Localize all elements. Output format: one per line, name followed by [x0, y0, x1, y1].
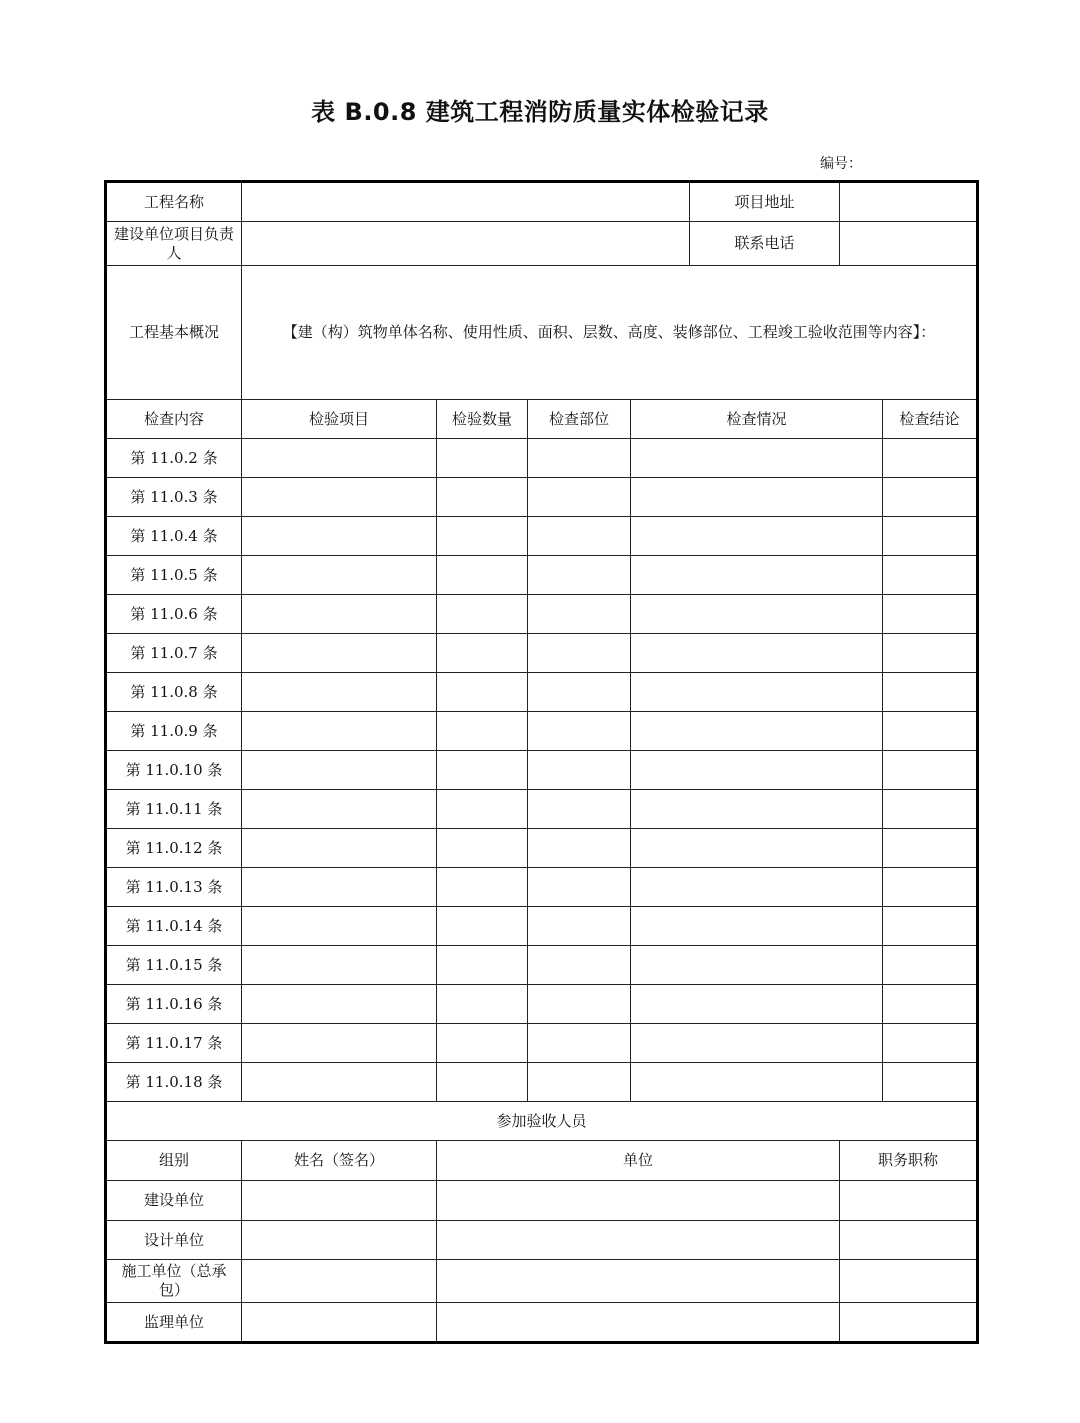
inspection-location-field[interactable] — [528, 829, 631, 868]
inspection-quantity-field[interactable] — [437, 985, 528, 1024]
inspection-row — [106, 985, 978, 1024]
inspection-clause-label: 第 11.0.15 条 — [106, 946, 242, 985]
personnel-group-label: 施工单位（总承包） — [106, 1260, 242, 1303]
inspection-status-field[interactable] — [631, 517, 883, 556]
inspection-row — [106, 517, 978, 556]
inspection-conclusion-field[interactable] — [883, 595, 978, 634]
inspection-quantity-field[interactable] — [437, 829, 528, 868]
inspection-status-field[interactable] — [631, 829, 883, 868]
inspection-row — [106, 946, 978, 985]
overview-prompt: 【建（构）筑物单体名称、使用性质、面积、层数、高度、装修部位、工程竣工验收范围等内容】： — [282, 323, 936, 341]
column-header: 单位 — [437, 1141, 840, 1181]
inspection-item-field[interactable] — [242, 673, 437, 712]
inspection-item-field[interactable] — [242, 439, 437, 478]
inspection-item-field[interactable] — [242, 907, 437, 946]
inspection-conclusion-field[interactable] — [883, 868, 978, 907]
inspection-quantity-field[interactable] — [437, 556, 528, 595]
personnel-name-field[interactable] — [242, 1303, 437, 1343]
inspection-status-field[interactable] — [631, 712, 883, 751]
overview-label: 工程基本概况 — [106, 266, 242, 400]
column-header: 检验项目 — [242, 400, 437, 439]
inspection-clause-label: 第 11.0.8 条 — [106, 673, 242, 712]
inspection-location-field[interactable] — [528, 517, 631, 556]
column-header: 检查内容 — [106, 400, 242, 439]
inspection-row — [106, 439, 978, 478]
personnel-unit-field[interactable] — [437, 1303, 840, 1343]
project-address-field[interactable] — [840, 182, 978, 222]
personnel-name-field[interactable] — [242, 1221, 437, 1260]
inspection-location-field[interactable] — [528, 868, 631, 907]
inspection-item-field[interactable] — [242, 556, 437, 595]
inspection-quantity-field[interactable] — [437, 868, 528, 907]
inspection-row — [106, 1063, 978, 1102]
personnel-section-label: 参加验收人员 — [106, 1102, 978, 1141]
inspection-location-field[interactable] — [528, 478, 631, 517]
personnel-unit-field[interactable] — [437, 1181, 840, 1221]
inspection-status-field[interactable] — [631, 868, 883, 907]
inspection-conclusion-field[interactable] — [883, 478, 978, 517]
inspection-item-field[interactable] — [242, 634, 437, 673]
inspection-status-field[interactable] — [631, 751, 883, 790]
inspection-clause-label: 第 11.0.7 条 — [106, 634, 242, 673]
inspection-conclusion-field[interactable] — [883, 1024, 978, 1063]
inspection-record-form — [104, 180, 979, 1344]
column-header: 检验数量 — [437, 400, 528, 439]
inspection-row — [106, 478, 978, 517]
owner-pm-field[interactable] — [242, 222, 690, 266]
inspection-clause-label: 第 11.0.6 条 — [106, 595, 242, 634]
inspection-status-field[interactable] — [631, 790, 883, 829]
inspection-row — [106, 712, 978, 751]
phone-label: 联系电话 — [690, 222, 840, 266]
inspection-location-field[interactable] — [528, 556, 631, 595]
personnel-group-label: 建设单位 — [106, 1181, 242, 1221]
page-title: 表 B.0.8 建筑工程消防质量实体检验记录 — [311, 98, 769, 126]
owner-pm-label: 建设单位项目负责人 — [106, 222, 242, 266]
inspection-location-field[interactable] — [528, 907, 631, 946]
inspection-item-field[interactable] — [242, 1024, 437, 1063]
phone-field[interactable] — [840, 222, 978, 266]
personnel-row — [106, 1260, 978, 1303]
column-header: 职务职称 — [840, 1141, 978, 1181]
inspection-row — [106, 634, 978, 673]
personnel-group-label: 设计单位 — [106, 1221, 242, 1260]
inspection-row — [106, 751, 978, 790]
column-header: 检查结论 — [883, 400, 978, 439]
inspection-location-field[interactable] — [528, 1024, 631, 1063]
project-address-label: 项目地址 — [690, 182, 840, 222]
inspection-clause-label: 第 11.0.14 条 — [106, 907, 242, 946]
overview-field[interactable] — [242, 266, 978, 400]
inspection-item-field[interactable] — [242, 985, 437, 1024]
inspection-quantity-field[interactable] — [437, 1024, 528, 1063]
inspection-conclusion-field[interactable] — [883, 673, 978, 712]
inspection-location-field[interactable] — [528, 985, 631, 1024]
personnel-name-field[interactable] — [242, 1260, 437, 1303]
inspection-clause-label: 第 11.0.3 条 — [106, 478, 242, 517]
inspection-clause-label: 第 11.0.13 条 — [106, 868, 242, 907]
personnel-group-label: 监理单位 — [106, 1303, 242, 1343]
inspection-item-field[interactable] — [242, 868, 437, 907]
personnel-unit-field[interactable] — [437, 1260, 840, 1303]
serial-number-label: 编号： — [820, 156, 862, 172]
inspection-conclusion-field[interactable] — [883, 790, 978, 829]
column-header: 姓名（签名） — [242, 1141, 437, 1181]
inspection-location-field[interactable] — [528, 634, 631, 673]
inspection-clause-label: 第 11.0.16 条 — [106, 985, 242, 1024]
column-header: 组别 — [106, 1141, 242, 1181]
inspection-status-field[interactable] — [631, 595, 883, 634]
inspection-clause-label: 第 11.0.11 条 — [106, 790, 242, 829]
inspection-quantity-field[interactable] — [437, 907, 528, 946]
inspection-status-field[interactable] — [631, 439, 883, 478]
inspection-conclusion-field[interactable] — [883, 1063, 978, 1102]
inspection-conclusion-field[interactable] — [883, 946, 978, 985]
column-header: 检查部位 — [528, 400, 631, 439]
personnel-row — [106, 1181, 978, 1221]
inspection-location-field[interactable] — [528, 790, 631, 829]
inspection-row — [106, 556, 978, 595]
inspection-status-field[interactable] — [631, 556, 883, 595]
inspection-status-field[interactable] — [631, 673, 883, 712]
inspection-quantity-field[interactable] — [437, 712, 528, 751]
inspection-location-field[interactable] — [528, 673, 631, 712]
inspection-row — [106, 595, 978, 634]
personnel-title-field[interactable] — [840, 1181, 978, 1221]
inspection-item-field[interactable] — [242, 478, 437, 517]
personnel-name-field[interactable] — [242, 1181, 437, 1221]
inspection-row — [106, 868, 978, 907]
inspection-status-field[interactable] — [631, 1063, 883, 1102]
inspection-quantity-field[interactable] — [437, 439, 528, 478]
inspection-item-field[interactable] — [242, 595, 437, 634]
inspection-row — [106, 1024, 978, 1063]
inspection-row — [106, 829, 978, 868]
personnel-title-field[interactable] — [840, 1303, 978, 1343]
inspection-item-field[interactable] — [242, 1063, 437, 1102]
column-header: 检查情况 — [631, 400, 883, 439]
inspection-location-field[interactable] — [528, 439, 631, 478]
inspection-conclusion-field[interactable] — [883, 985, 978, 1024]
inspection-conclusion-field[interactable] — [883, 556, 978, 595]
inspection-location-field[interactable] — [528, 1063, 631, 1102]
inspection-status-field[interactable] — [631, 946, 883, 985]
personnel-unit-field[interactable] — [437, 1221, 840, 1260]
inspection-header-row — [106, 400, 978, 439]
inspection-conclusion-field[interactable] — [883, 751, 978, 790]
inspection-conclusion-field[interactable] — [883, 517, 978, 556]
inspection-conclusion-field[interactable] — [883, 907, 978, 946]
inspection-location-field[interactable] — [528, 712, 631, 751]
project-name-label: 工程名称 — [106, 182, 242, 222]
inspection-item-field[interactable] — [242, 751, 437, 790]
inspection-item-field[interactable] — [242, 517, 437, 556]
inspection-item-field[interactable] — [242, 946, 437, 985]
personnel-row — [106, 1221, 978, 1260]
personnel-title-field[interactable] — [840, 1221, 978, 1260]
inspection-item-field[interactable] — [242, 829, 437, 868]
inspection-quantity-field[interactable] — [437, 1063, 528, 1102]
inspection-status-field[interactable] — [631, 478, 883, 517]
inspection-item-field[interactable] — [242, 712, 437, 751]
inspection-clause-label: 第 11.0.18 条 — [106, 1063, 242, 1102]
project-name-field[interactable] — [242, 182, 690, 222]
inspection-quantity-field[interactable] — [437, 790, 528, 829]
inspection-clause-label: 第 11.0.4 条 — [106, 517, 242, 556]
personnel-row — [106, 1303, 978, 1343]
inspection-row — [106, 673, 978, 712]
inspection-item-field[interactable] — [242, 790, 437, 829]
inspection-quantity-field[interactable] — [437, 634, 528, 673]
inspection-status-field[interactable] — [631, 1024, 883, 1063]
inspection-quantity-field[interactable] — [437, 673, 528, 712]
inspection-quantity-field[interactable] — [437, 517, 528, 556]
inspection-clause-label: 第 11.0.2 条 — [106, 439, 242, 478]
inspection-conclusion-field[interactable] — [883, 439, 978, 478]
inspection-clause-label: 第 11.0.10 条 — [106, 751, 242, 790]
inspection-clause-label: 第 11.0.12 条 — [106, 829, 242, 868]
personnel-header-row — [106, 1141, 978, 1181]
inspection-clause-label: 第 11.0.17 条 — [106, 1024, 242, 1063]
inspection-quantity-field[interactable] — [437, 751, 528, 790]
inspection-conclusion-field[interactable] — [883, 634, 978, 673]
inspection-row — [106, 907, 978, 946]
inspection-quantity-field[interactable] — [437, 595, 528, 634]
inspection-conclusion-field[interactable] — [883, 829, 978, 868]
inspection-quantity-field[interactable] — [437, 478, 528, 517]
inspection-clause-label: 第 11.0.5 条 — [106, 556, 242, 595]
inspection-clause-label: 第 11.0.9 条 — [106, 712, 242, 751]
inspection-location-field[interactable] — [528, 751, 631, 790]
inspection-status-field[interactable] — [631, 634, 883, 673]
inspection-status-field[interactable] — [631, 907, 883, 946]
inspection-location-field[interactable] — [528, 595, 631, 634]
inspection-row — [106, 790, 978, 829]
inspection-location-field[interactable] — [528, 946, 631, 985]
inspection-status-field[interactable] — [631, 985, 883, 1024]
inspection-quantity-field[interactable] — [437, 946, 528, 985]
personnel-title-field[interactable] — [840, 1260, 978, 1303]
inspection-conclusion-field[interactable] — [883, 712, 978, 751]
